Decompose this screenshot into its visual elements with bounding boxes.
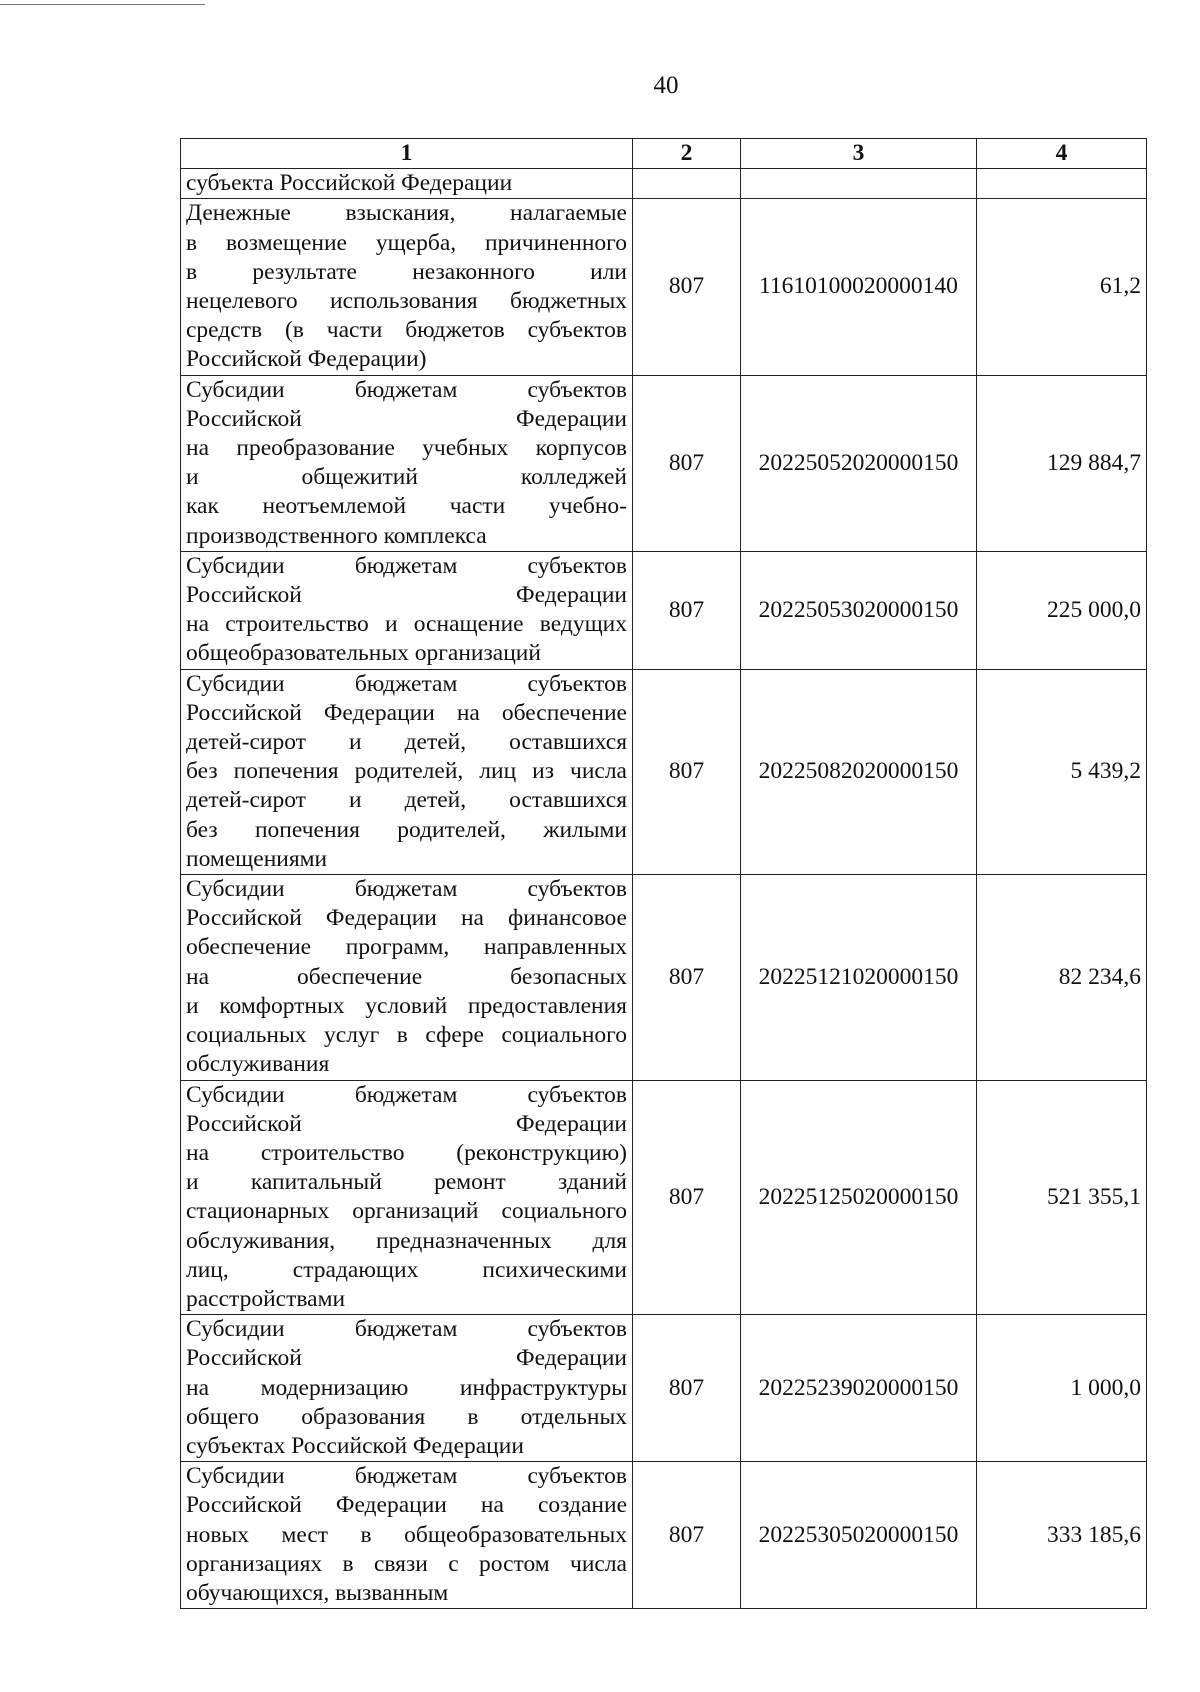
table-row [181,1080,1147,1315]
table-row [181,1315,1147,1462]
description-line: Российской Федерации [186,1345,627,1372]
income-description-cell [181,1080,633,1315]
income-description-cell [181,169,633,199]
description-line: общеобразовательных организаций [186,640,541,667]
description-line: Российской Федерации на обеспечение [186,699,627,726]
amount-cell: 5 439,2 [977,669,1147,874]
description-line: в результате незаконного или [186,258,627,285]
description-line: Денежные взыскания, налагаемые [186,200,627,227]
description-line: на обеспечение безопасных [186,963,627,990]
description-line: Российской Федерации) [186,346,427,373]
administrator-code-cell: 807 [633,199,741,375]
budget-classification-code-cell: 20225239020000150 [741,1315,977,1462]
description-line: Субсидии бюджетам субъектов [186,670,627,697]
administrator-code-cell: 807 [633,551,741,669]
table-row [181,1462,1147,1609]
table-header-row [181,139,1147,169]
description-line: детей-сирот и детей, оставшихся [186,729,627,756]
description-line: Российской Федерации [186,1110,627,1137]
description-line: и общежитий колледжей [186,464,627,491]
budget-classification-code-cell [741,169,977,199]
budget-classification-code-cell: 20225305020000150 [741,1462,977,1609]
description-line: новых мест в общеобразовательных [186,1521,627,1548]
description-line: общего образования в отдельных [186,1403,627,1430]
description-line: субъектах Российской Федерации [186,1432,524,1459]
administrator-code-cell: 807 [633,375,741,551]
administrator-code-cell: 807 [633,1462,741,1609]
description-line: без попечения родителей, жилыми [186,816,627,843]
income-description-cell [181,199,633,375]
description-line: Субсидии бюджетам субъектов [186,376,627,403]
description-line: Субсидии бюджетам субъектов [186,876,627,903]
amount-cell [977,169,1147,199]
amount-cell: 333 185,6 [977,1462,1147,1609]
amount-cell: 1 000,0 [977,1315,1147,1462]
description-line: на строительство (реконструкцию) [186,1139,627,1166]
income-description-cell [181,375,633,551]
table-row [181,375,1147,551]
description-line: Субсидии бюджетам субъектов [186,1081,627,1108]
column-header: 4 [977,139,1147,169]
amount-cell: 521 355,1 [977,1080,1147,1315]
administrator-code-cell: 807 [633,1080,741,1315]
description-line: и капитальный ремонт зданий [186,1169,627,1196]
description-line: в возмещение ущерба, причиненного [186,229,627,256]
description-line: Российской Федерации [186,582,627,609]
amount-cell: 225 000,0 [977,551,1147,669]
budget-classification-code-cell: 20225052020000150 [741,375,977,551]
budget-classification-code-cell: 20225125020000150 [741,1080,977,1315]
description-line: средств (в части бюджетов субъектов [186,317,627,344]
budget-table [180,138,1147,1609]
table-row [181,199,1147,375]
description-line: и комфортных условий предоставления [186,992,627,1019]
page-number: 40 [653,72,679,99]
amount-cell: 82 234,6 [977,875,1147,1080]
description-line: производственного комплекса [186,522,487,549]
description-line: обеспечение программ, направленных [186,934,627,961]
description-line: обслуживания, предназначенных для [186,1227,627,1254]
description-line: лиц, страдающих психическими [186,1256,627,1283]
income-description-cell [181,875,633,1080]
administrator-code-cell: 807 [633,875,741,1080]
description-line: субъекта Российской Федерации [186,170,513,197]
description-line: Субсидии бюджетам субъектов [186,552,627,579]
description-line: Субсидии бюджетам субъектов [186,1463,627,1490]
description-line: на строительство и оснащение ведущих [186,611,627,638]
budget-classification-code-cell: 20225082020000150 [741,669,977,874]
description-line: обслуживания [186,1051,330,1078]
description-line: нецелевого использования бюджетных [186,288,627,315]
column-header: 3 [741,139,977,169]
table-body [181,169,1147,1609]
budget-classification-code-cell: 11610100020000140 [741,199,977,375]
description-line: на модернизацию инфраструктуры [186,1374,627,1401]
income-description-cell [181,551,633,669]
description-line: Российской Федерации на создание [186,1492,627,1519]
description-line: Российской Федерации [186,405,627,432]
administrator-code-cell [633,169,741,199]
income-description-cell [181,1315,633,1462]
budget-classification-code-cell: 20225121020000150 [741,875,977,1080]
income-description-cell [181,1462,633,1609]
amount-cell: 129 884,7 [977,375,1147,551]
table-row [181,875,1147,1080]
description-line: Российской Федерации на финансовое [186,905,627,932]
table-row [181,669,1147,874]
description-line: Субсидии бюджетам субъектов [186,1316,627,1343]
description-line: обучающихся, вызванным [186,1579,449,1606]
description-line: стационарных организаций социального [186,1198,627,1225]
administrator-code-cell: 807 [633,669,741,874]
description-line: детей-сирот и детей, оставшихся [186,787,627,814]
description-line: на преобразование учебных корпусов [186,435,627,462]
corner-scan-line [0,4,205,5]
amount-cell: 61,2 [977,199,1147,375]
description-line: социальных услуг в сфере социального [186,1022,627,1049]
table-row [181,551,1147,669]
description-line: как неотъемлемой части учебно- [186,493,627,520]
description-line: помещениями [186,845,328,872]
budget-classification-code-cell: 20225053020000150 [741,551,977,669]
column-header: 1 [181,139,633,169]
income-description-cell [181,669,633,874]
table-row [181,169,1147,199]
column-header: 2 [633,139,741,169]
description-line: организациях в связи с ростом числа [186,1550,627,1577]
description-line: без попечения родителей, лиц из числа [186,758,627,785]
description-line: расстройствами [186,1285,346,1312]
administrator-code-cell: 807 [633,1315,741,1462]
